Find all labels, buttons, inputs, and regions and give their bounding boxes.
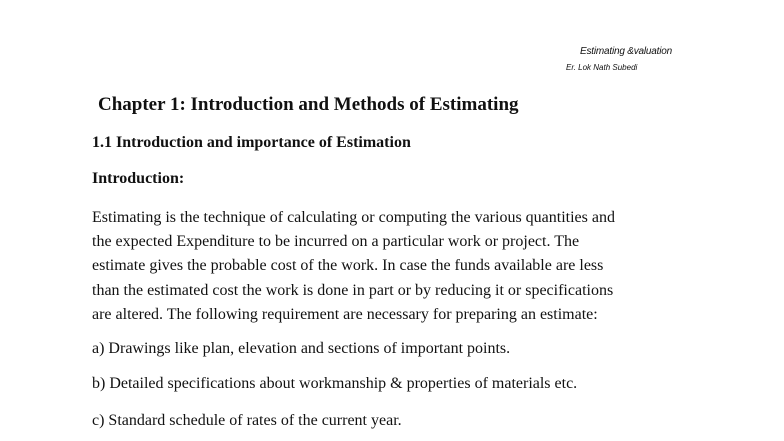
requirement-item-drawings: a) Drawings like plan, elevation and sections of important points. xyxy=(92,340,511,357)
introduction-paragraph xyxy=(92,206,692,327)
requirement-item-schedule-of-rates: c) Standard schedule of rates of the current year. xyxy=(92,412,402,429)
paragraph-line: estimate gives the probable cost of the work. In case the funds available are less xyxy=(92,257,604,275)
section-title: 1.1 Introduction and importance of Estimation xyxy=(92,134,411,151)
requirement-item-specifications: b) Detailed specifications about workmanship & properties of materials etc. xyxy=(92,375,578,392)
paragraph-line: the expected Expenditure to be incurred on a particular work or project. The xyxy=(92,233,580,251)
paragraph-line: than the estimated cost the work is done in part or by reducing it or specifications xyxy=(92,281,614,299)
paragraph-line: are altered. The following requirement are necessary for preparing an estimate: xyxy=(92,305,598,323)
chapter-title: Chapter 1: Introduction and Methods of Estimating xyxy=(98,94,519,115)
paragraph-line: Estimating is the technique of calculating or computing the various quantities and xyxy=(92,209,615,226)
header-author: Er. Lok Nath Subedi xyxy=(566,63,638,72)
header-title: Estimating &valuation xyxy=(580,46,672,57)
introduction-heading: Introduction: xyxy=(92,170,185,187)
